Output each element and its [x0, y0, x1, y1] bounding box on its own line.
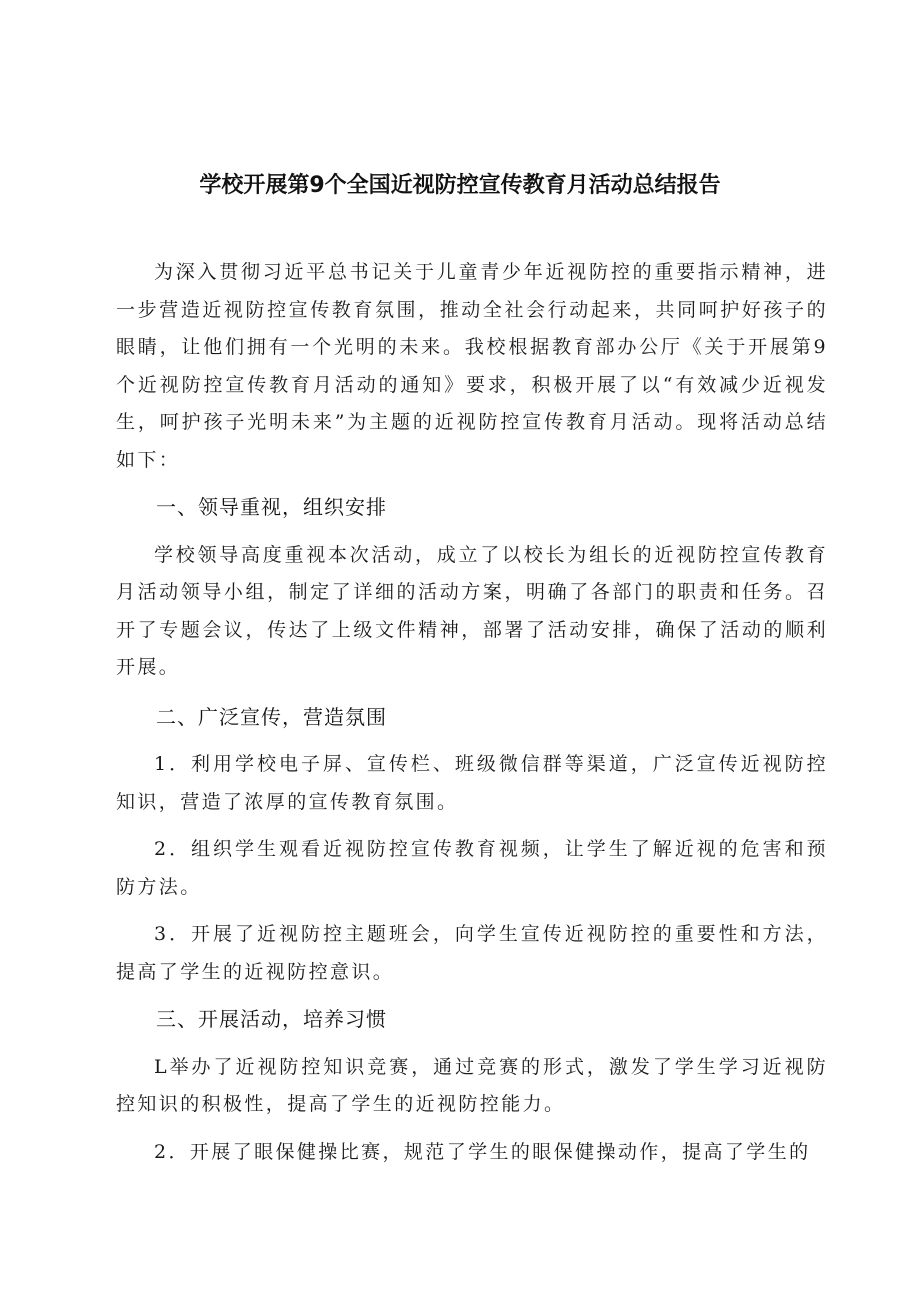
section-3-paragraph-1: L举办了近视防控知识竞赛，通过竞赛的形式，激发了学生学习近视防控知识的积极性，提高了学生的近视防控能力。 — [116, 1055, 828, 1115]
intro-paragraph: 为深入贯彻习近平总书记关于儿童青少年近视防控的重要指示精神，进一步营造近视防控宣传教育氛围，推动全社会行动起来，共同呵护好孩子的眼睛，让他们拥有一个光明的未来。我校根据教育部办公厅《关于开展第9个近视防控宣传教育月活动的通知》要求，积极开展了以“有效减少近视发生，呵护孩子光明未来”为主题的近视防控宣传教育月活动。现将活动总结如下： — [116, 261, 828, 471]
section-heading-3: 三、开展活动，培养习惯 — [156, 1007, 387, 1031]
section-2-paragraph-1: 1．利用学校电子屏、宣传栏、班级微信群等渠道，广泛宣传近视防控知识，营造了浓厚的宣传教育氛围。 — [116, 753, 828, 813]
document-title: 学校开展第9个全国近视防控宣传教育月活动总结报告 — [199, 173, 721, 198]
document-body — [116, 254, 828, 1181]
section-heading-2: 二、广泛宣传，营造氛围 — [156, 704, 387, 729]
section-2-paragraph-2: 2．组织学生观看近视防控宣传教育视频，让学生了解近视的危害和预防方法。 — [116, 838, 828, 898]
section-1-paragraph-1: 学校领导高度重视本次活动，成立了以校长为组长的近视防控宣传教育月活动领导小组，制定了详细的活动方案，明确了各部门的职责和任务。召开了专题会议，传达了上级文件精神，部署了活动安排，确保了活动的顺利开展。 — [116, 543, 828, 678]
section-heading-1: 一、领导重视，组织安排 — [156, 495, 387, 519]
section-2-paragraph-3: 3．开展了近视防控主题班会，向学生宣传近视防控的重要性和方法，提高了学生的近视防控意识。 — [116, 923, 828, 983]
section-3-paragraph-2: 2．开展了眼保健操比赛，规范了学生的眼保健操动作，提高了学生的 — [154, 1140, 811, 1163]
